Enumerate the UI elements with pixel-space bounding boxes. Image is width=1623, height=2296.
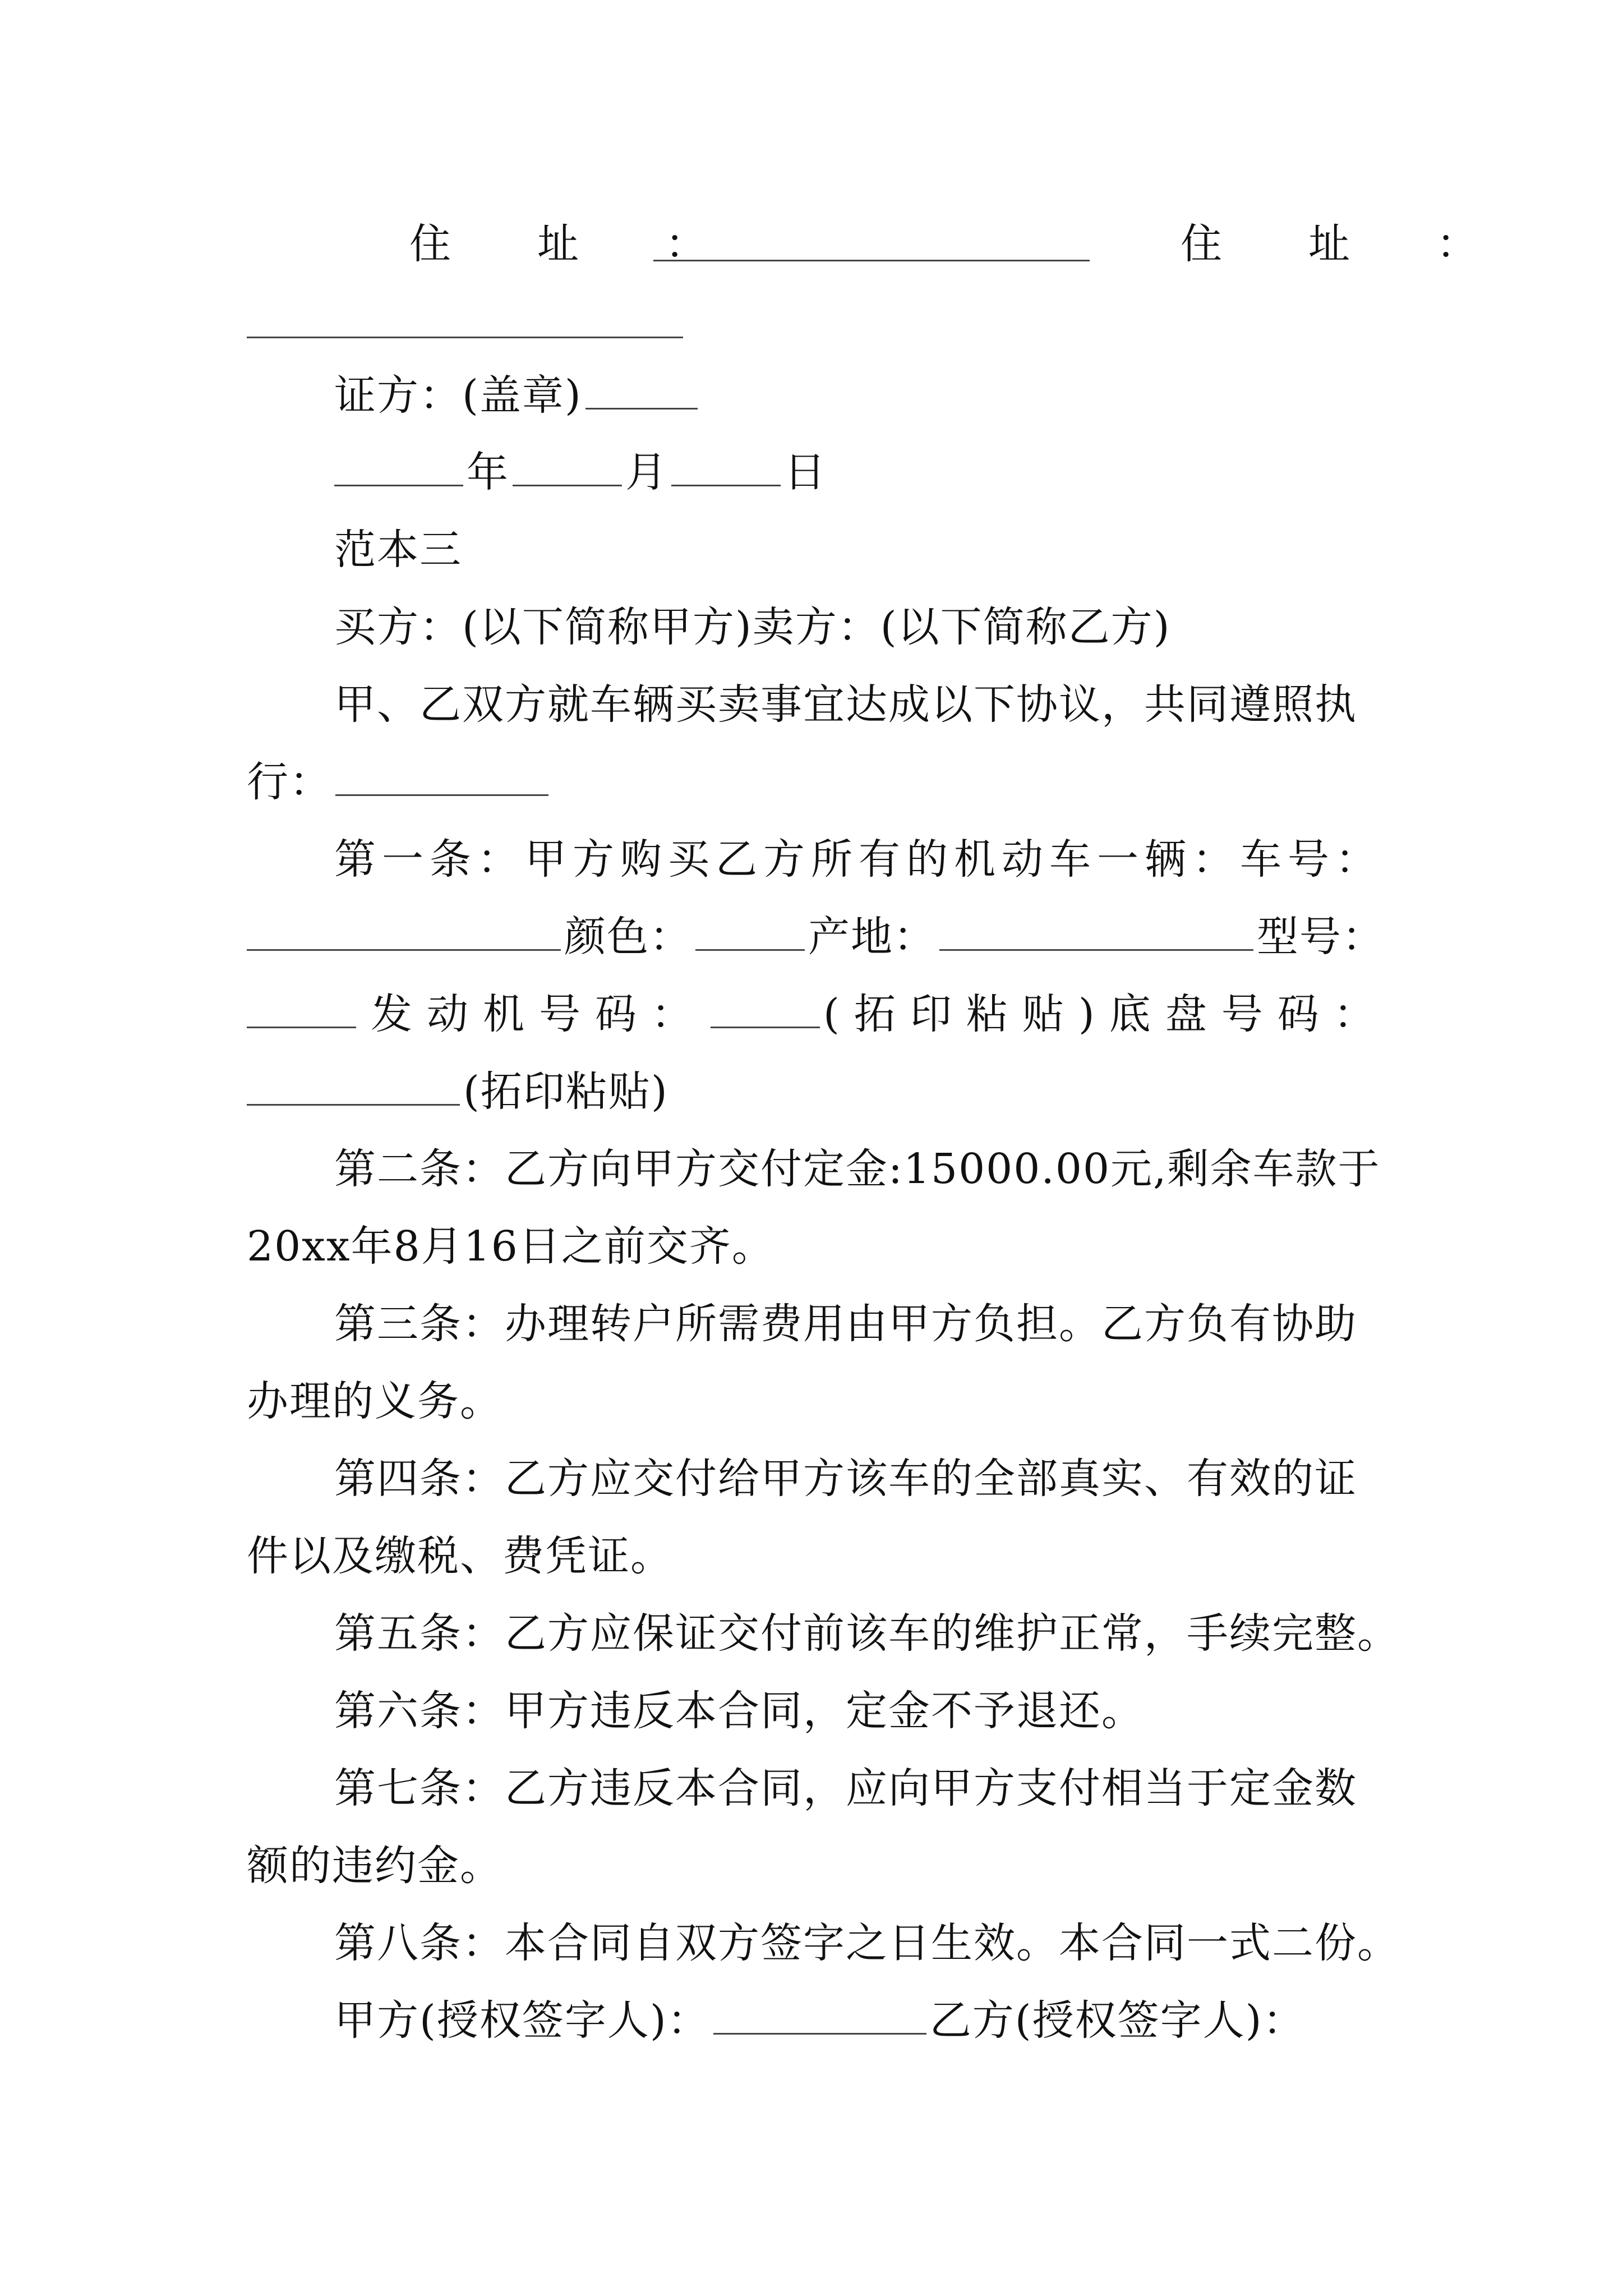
party-a-address-blank[interactable] [653,260,1090,261]
chassis-number-label: (拓印粘贴)底盘号码： [823,990,1390,1038]
witness-date-line [247,444,1380,500]
year-blank[interactable] [334,445,463,486]
witness-label: 证方：(盖章) [334,371,582,420]
model-label: 型号： [1257,913,1385,961]
article-8: 第八条：本合同自双方签字之日生效。本合同一式二份。 [334,1919,1400,1967]
month-blank[interactable] [513,445,622,486]
month-label: 月 [625,448,668,496]
rubbing-label: (拓印粘贴) [463,1068,668,1116]
agreement-intro-cont [247,754,1380,810]
party-b-signatory-label: 乙方(授权签字人)： [929,1996,1306,2045]
article-2-cont: 20xx年8月16日之前交齐。 [247,1222,774,1271]
article-7-cont: 额的违约金。 [247,1842,502,1890]
article-3-cont: 办理的义务。 [247,1377,502,1425]
chassis-number-blank[interactable] [247,1065,460,1106]
article-1: 第一条：甲方购买乙方所有的机动车一辆：车号： [334,835,1383,884]
plate-number-blank[interactable] [247,910,561,951]
day-blank[interactable] [671,445,781,486]
day-label: 日 [784,448,827,496]
origin-blank[interactable] [939,910,1253,951]
article-5: 第五条：乙方应保证交付前该车的维护正常，手续完整。 [334,1609,1400,1658]
chassis-line [247,1064,1380,1120]
party-a-signature-blank[interactable] [713,1994,926,2035]
party-a-address-label: 住 址 ： [409,220,729,268]
engine-chassis-line [247,986,1390,1042]
engine-number-label: 发动机号码： [371,990,707,1038]
witness-line [247,367,1380,424]
parties-line: 买方：(以下简称甲方)卖方：(以下简称乙方) [334,603,1171,651]
color-label: 颜色： [564,913,692,961]
party-b-address-label: 住 址 ： [1181,220,1500,268]
party-a-signatory-label: 甲方(授权签字人)： [334,1996,710,2045]
agreement-intro: 甲、乙双方就车辆买卖事宜达成以下协议，共同遵照执 [334,680,1357,729]
engine-number-blank[interactable] [711,987,820,1028]
article-7: 第七条：乙方违反本合同，应向甲方支付相当于定金数 [334,1764,1357,1812]
article-4-cont: 件以及缴税、费凭证。 [247,1532,673,1580]
vehicle-details-line [247,909,1385,965]
article-2: 第二条：乙方向甲方交付定金:15000.00元,剩余车款于 [334,1145,1381,1193]
party-b-address-blank[interactable] [247,337,683,338]
article-6: 第六条：甲方违反本合同，定金不予退还。 [334,1687,1144,1735]
signature-line [247,1993,1380,2049]
year-label: 年 [467,448,509,496]
witness-seal-blank[interactable] [585,369,698,409]
article-4: 第四条：乙方应交付给甲方该车的全部真实、有效的证 [334,1455,1357,1503]
section-title: 范本三 [334,526,462,574]
color-blank[interactable] [695,910,805,951]
execute-blank[interactable] [335,755,548,796]
article-3: 第三条：办理转户所需费用由甲方负担。乙方负有协助 [334,1300,1357,1348]
execute-label: 行： [247,758,332,806]
origin-label: 产地： [808,913,936,961]
model-blank[interactable] [247,987,356,1028]
